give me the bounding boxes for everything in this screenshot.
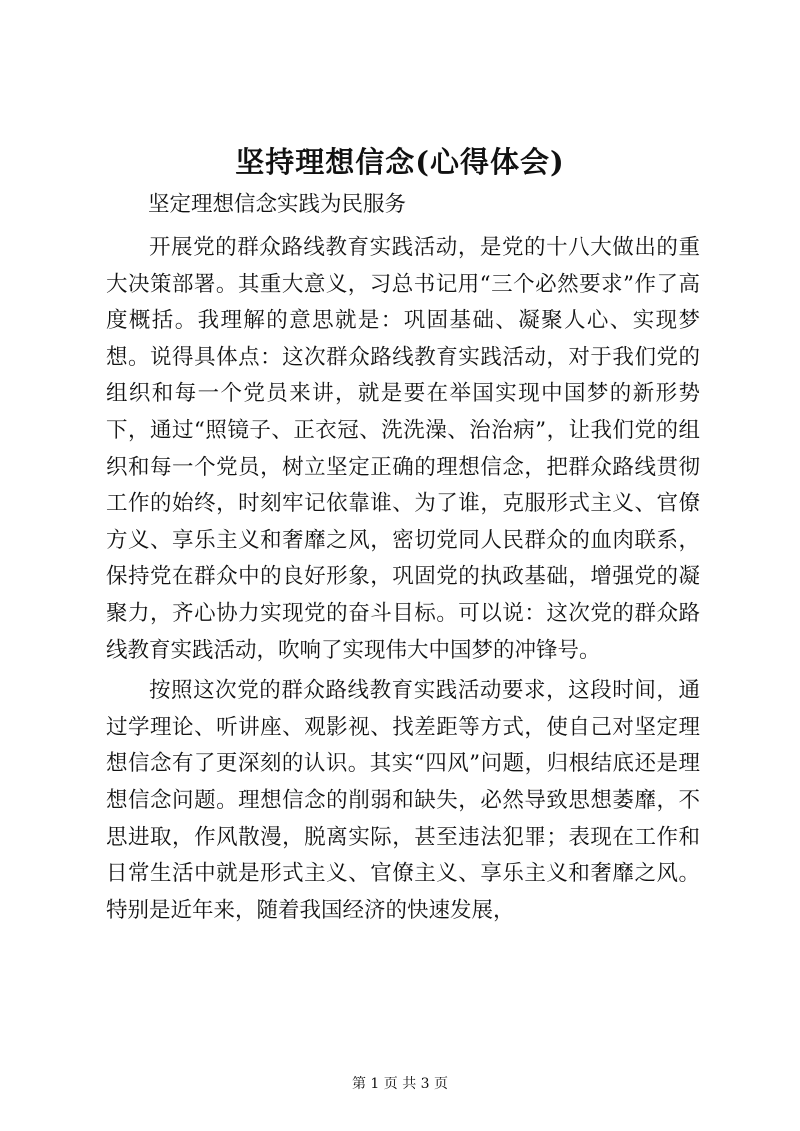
document-subtitle: 坚定理想信念实践为民服务 — [148, 192, 407, 217]
document-title: 坚持理想信念(心得体会) — [235, 145, 565, 179]
page-number-footer: 第 1 页 共 3 页 — [351, 1076, 449, 1092]
paragraph-2: 按照这次党的群众路线教育实践活动要求，这段时间，通过学理论、听讲座、观影视、找差距等方式，使自己对坚定理想信念有了更深刻的认识。其实“四风”问题，归根结底还是理想信念问题。理想信念的削弱和缺失，必然导致思想萎靡，不思进取，作风散漫，脱离实际，甚至违法犯罪；表现在工作和日常生活中就是形式主义、官僚主义、享乐主义和奢靡之风。特别是近年来，随着我国经济的快速发展， — [106, 678, 700, 923]
document-body — [106, 230, 700, 933]
paragraph-1: 开展党的群众路线教育实践活动，是党的十八大做出的重大决策部署。其重大意义，习总书记用“三个必然要求”作了高度概括。我理解的意思就是：巩固基础、凝聚人心、实现梦想。说得具体点：这次群众路线教育实践活动，对于我们党的组织和每一个党员来讲，就是要在举国实现中国梦的新形势下，通过“照镜子、正衣冠、洗洗澡、治治病”，让我们党的组织和每一个党员，树立坚定正确的理想信念，把群众路线贯彻工作的始终，时刻牢记依靠谁、为了谁，克服形式主义、官僚方义、享乐主义和奢靡之风，密切党同人民群众的血肉联系，保持党在群众中的良好形象，巩固党的执政基础，增强党的凝聚力，齐心协力实现党的奋斗目标。可以说：这次党的群众路线教育实践活动，吹响了实现伟大中国梦的冲锋号。 — [106, 235, 700, 663]
